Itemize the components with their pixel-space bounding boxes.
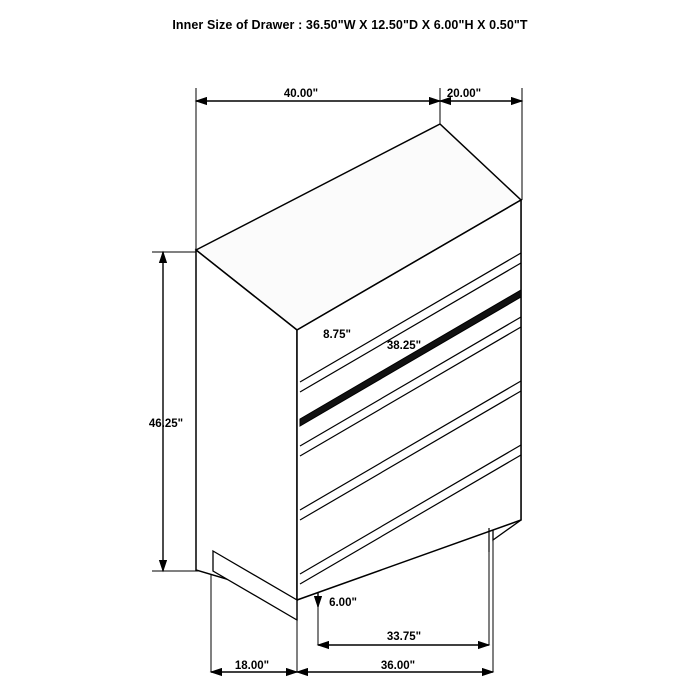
dimension-label-leg-height: 6.00" [329, 597, 357, 609]
dimension-label-drawer-height: 8.75" [323, 329, 351, 341]
dimension-label-overall-height: 46.25" [148, 418, 184, 430]
dimension-label-drawer-width: 38.25" [386, 340, 422, 352]
chest-body [196, 124, 521, 620]
dimension-label-top-width: 40.00" [283, 88, 319, 100]
dimension-label-front-inner-width: 33.75" [386, 631, 422, 643]
page-title: Inner Size of Drawer : 36.50"W X 12.50"D X 6.00"H X 0.50"T [172, 18, 528, 32]
dimension-label-side-depth: 18.00" [234, 660, 270, 672]
dimension-label-base-width: 36.00" [380, 660, 416, 672]
dimension-label-top-depth: 20.00" [446, 88, 482, 100]
